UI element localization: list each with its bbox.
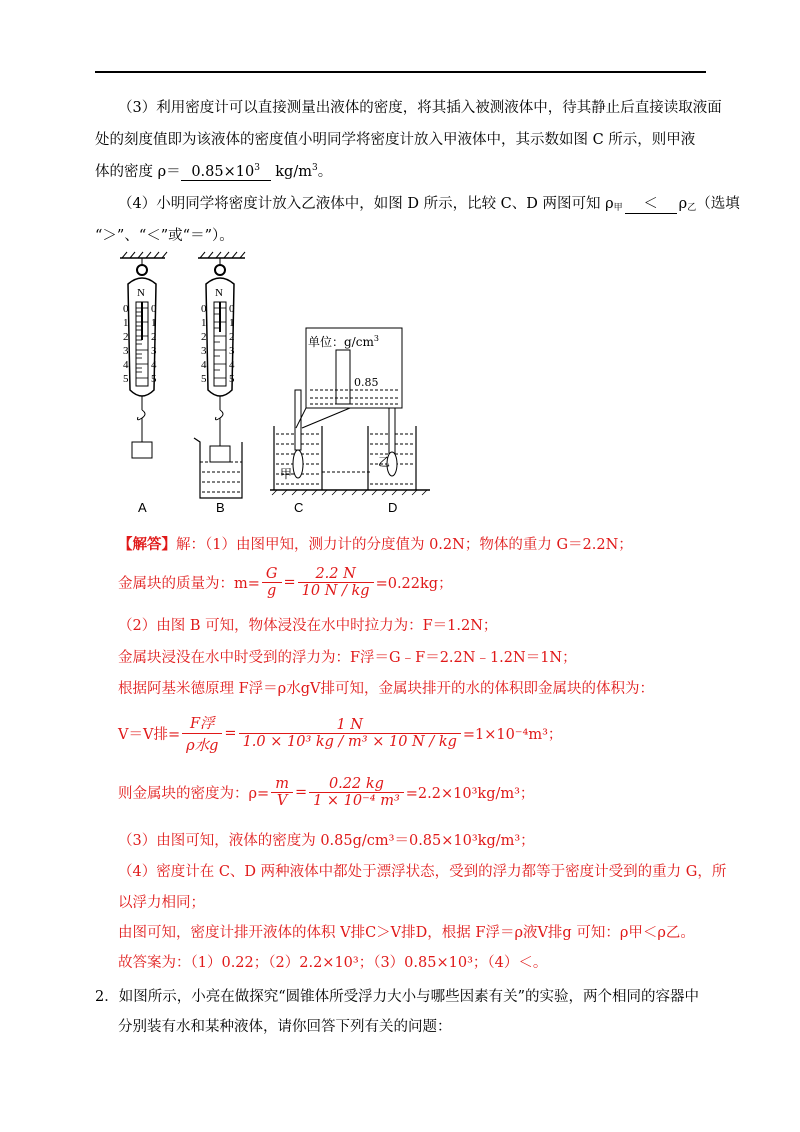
answer-l9: （4）密度计在 C、D 两种液体中都处于漂浮状态，受到的浮力都等于密度计受到的重力 G，所 (118, 864, 727, 880)
svg-text:4: 4 (201, 359, 207, 371)
svg-text:5: 5 (123, 373, 129, 385)
q4-line1: （4）小明同学将密度计放入乙液体中，如图 D 所示，比较 C、D 两图可知 $\rho_甲 < \rho_乙$（选填 (118, 192, 740, 214)
spring-scale-b (194, 252, 245, 498)
svg-text:5: 5 (201, 373, 207, 385)
svg-text:1: 1 (201, 317, 207, 329)
svg-text:5: 5 (229, 373, 235, 385)
svg-text:0: 0 (201, 303, 207, 315)
label-a: A (138, 500, 147, 515)
svg-text:N: N (137, 287, 145, 299)
label-c: C (294, 500, 304, 515)
answer-l5: 根据阿基米德原理 F浮＝ρ水gV排可知，金属块排开的水的体积即金属块的体积为： (118, 681, 654, 697)
answer-tag: 【解答】 (118, 536, 176, 553)
label-b: B (216, 500, 225, 515)
svg-text:0: 0 (151, 303, 157, 315)
answer-l12: 故答案为：（1）0.22；（2）2.2×10³；（3）0.85×10³；（4）＜。 (118, 955, 548, 971)
answer-l1: 【解答】解：（1）由图甲知，测力计的分度值为 0.2N；物体的重力 G＝2.2N； (118, 536, 633, 553)
answer-l2: 金属块的质量为：m= $\frac{G}{g}$ = $\frac{2.2 N}{10 N / kg}$ =0.22kg； (118, 566, 453, 599)
q4-line2: “＞”、“＜”或“＝”）。 (95, 228, 234, 244)
answer-l6: V＝V排= $\frac{\text{F浮}}{\text{ρ水g}}$ = $\frac{1 N}{\text{1.0 × 10³ kg / m³ × 10 N / kg}}$ =1×10⁻⁴m³； (118, 712, 562, 755)
spring-scale-a (120, 252, 167, 458)
svg-text:4: 4 (151, 359, 157, 371)
experiment-figure (110, 250, 440, 520)
svg-text:单位：g/cm3: 单位：$g/cm^3$ (308, 334, 379, 349)
answer-l7: 则金属块的密度为：ρ= $\frac{m}{V}$ = $\frac{0.22 kg}{\text{1 × 10⁻⁴ m³}}$ =2.2×10³kg/m³； (118, 776, 535, 809)
q4-answer-blank: ＜ (625, 192, 677, 214)
svg-text:甲: 甲 (280, 467, 293, 481)
answer-l11: 由图可知，密度计排开液体的体积 V排C＞V排D，根据 F浮＝ρ液V排g 可知：ρ甲＜ρ乙。 (118, 925, 695, 941)
answer-l4: 金属块浸没在水中时受到的浮力为：F浮＝G﹣F＝2.2N﹣1.2N＝1N； (118, 650, 577, 666)
svg-text:3: 3 (151, 345, 157, 357)
answer-l8: （3）由图可知，液体的密度为 0.85g/cm³＝0.85×10³kg/m³； (118, 833, 535, 849)
svg-text:1: 1 (123, 317, 129, 329)
q2-line2: 分别装有水和某种液体，请你回答下列有关的问题： (118, 1019, 452, 1035)
svg-text:3: 3 (201, 345, 207, 357)
svg-text:2: 2 (229, 331, 235, 343)
svg-text:4: 4 (229, 359, 235, 371)
svg-text:5: 5 (151, 373, 157, 385)
svg-text:乙: 乙 (378, 455, 391, 469)
beaker-d (368, 398, 416, 490)
label-d: D (388, 500, 398, 515)
svg-text:3: 3 (229, 345, 235, 357)
svg-text:3: 3 (123, 345, 129, 357)
svg-text:2: 2 (201, 331, 207, 343)
svg-text:4: 4 (123, 359, 129, 371)
callout-zoom (296, 328, 402, 428)
q3-line1: （3）利用密度计可以直接测量出液体的密度，将其插入被测液体中，待其静止后直接读取液面 (118, 100, 722, 116)
svg-text:0.85: 0.85 (354, 376, 379, 389)
svg-text:1: 1 (229, 317, 235, 329)
svg-text:2: 2 (151, 331, 157, 343)
svg-text:1: 1 (151, 317, 157, 329)
answer-l10: 以浮力相同； (118, 895, 205, 911)
q3-answer-blank: $0.85\times 10^3$ (181, 163, 271, 181)
q3-line3: 体的密度 $\rho= 0.85\times 10^3$ $kg/m^3$。 (95, 163, 333, 180)
svg-text:2: 2 (123, 331, 129, 343)
svg-text:N: N (215, 287, 223, 299)
header-rule (95, 71, 706, 73)
svg-text:0: 0 (123, 303, 129, 315)
q3-line3-prefix: 体的密度 ρ＝ (95, 164, 181, 180)
q2-line1: 2．如图所示，小亮在做探究“圆锥体所受浮力大小与哪些因素有关”的实验，两个相同的容器中 (95, 989, 700, 1005)
svg-text:0: 0 (229, 303, 235, 315)
q3-line2: 处的刻度值即为该液体的密度值小明同学将密度计放入甲液体中，其示数如图 C 所示，则甲液 (95, 132, 696, 148)
answer-l3: （2）由图 B 可知，物体浸没在水中时拉力为：F＝1.2N； (118, 618, 498, 634)
